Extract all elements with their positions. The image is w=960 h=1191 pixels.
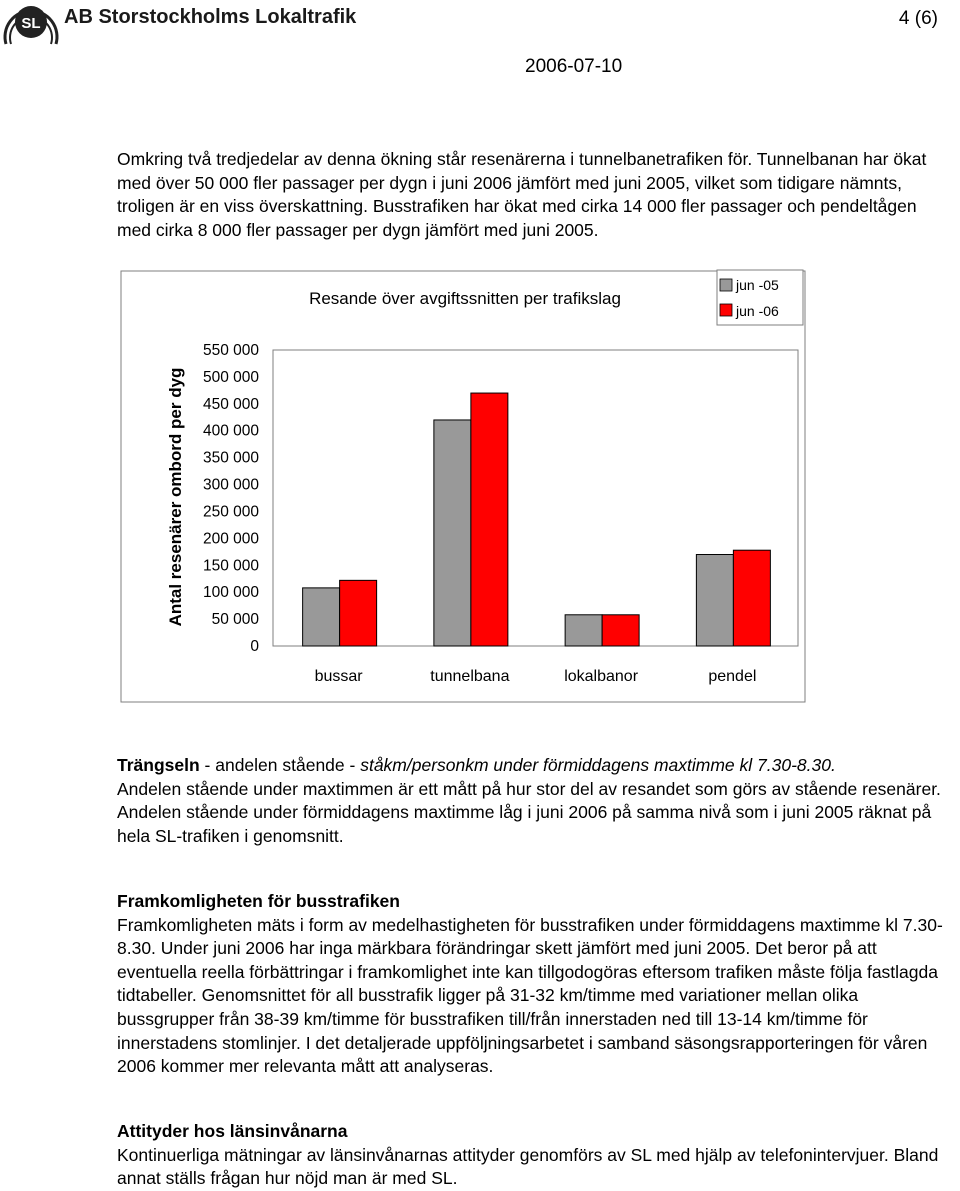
legend-label-jun06: jun -06 — [736, 303, 779, 319]
attityder-section — [117, 1120, 947, 1191]
chart-legend — [717, 270, 803, 325]
x-category-label: tunnelbana — [430, 668, 510, 685]
trangsel-heading: Trängseln — [117, 755, 200, 775]
y-tick-label: 550 000 — [202, 342, 259, 359]
framkomlighet-section — [117, 890, 947, 1079]
y-tick-label: 150 000 — [202, 557, 259, 575]
y-tick-label: 300 000 — [202, 476, 259, 494]
x-category-label: bussar — [314, 668, 363, 685]
bar-pendel-jun05 — [696, 555, 733, 646]
y-tick-label: 100 000 — [202, 584, 259, 602]
framkomlighet-body: Framkomligheten mäts i form av medelhastigheten för busstrafiken under förmiddagens maxtimme kl 7.30-8.30. Under juni 2006 har inga märkbara förändringar skett jämfört med juni 2005. Det beror på att eventuella reella förbättringar i framkomlighet inte kan tillgodogöras eftersom trafiken måste följa fastlagda tidtabeller. Genomsnittet för all busstrafik ligger på 31-32 km/timme med variationer mellan olika bussgrupper från 38-39 km/timme för busstrafiken till/från innerstaden ned till 13-14 km/timme för innerstadens stomlinjer. I det detaljerade uppföljningsarbetet i samband säsongsrapporteringen för våren 2006 kommer mer relevanta mått att analyseras. — [117, 914, 943, 1077]
bar-bussar-jun06 — [340, 580, 377, 646]
trangsel-body: Andelen stående under maxtimmen är ett mått på hur stor del av resandet som görs av stående resenärer. Andelen stående under förmiddagens maxtimme låg i juni 2006 på samma nivå som i juni 2005 räknat på hela SL-trafiken i genomsnitt. — [117, 778, 941, 846]
legend-swatch-jun05 — [720, 279, 732, 291]
bar-bussar-jun05 — [303, 588, 340, 646]
y-tick-label: 250 000 — [202, 503, 259, 521]
bar-tunnelbana-jun06 — [471, 393, 508, 646]
attityder-heading: Attityder hos länsinvånarna — [117, 1121, 348, 1141]
x-category-label: pendel — [708, 668, 757, 685]
bar-tunnelbana-jun05 — [434, 420, 471, 646]
trangsel-section — [117, 754, 947, 848]
trangsel-separator: - andelen stående - — [199, 755, 361, 775]
document-date: 2006-07-10 — [525, 56, 623, 77]
y-tick-label: 350 000 — [202, 449, 259, 467]
bar-lokalbanor-jun06 — [602, 615, 639, 646]
bar-pendel-jun06 — [733, 550, 770, 646]
framkomlighet-heading: Framkomligheten för busstrafiken — [117, 891, 400, 911]
legend-label-jun05: jun -05 — [736, 277, 779, 293]
logo-text: SL — [21, 15, 41, 32]
page-number: 4 (6) — [898, 8, 938, 29]
y-tick-label: 450 000 — [202, 395, 259, 413]
y-tick-label: 0 — [250, 638, 259, 655]
intro-paragraph: Omkring två tredjedelar av denna ökning står resenärerna i tunnelbanetrafiken för. Tunnelbanan har ökat med över 50 000 fler passager per dygn i juni 2006 jämfört med juni 2005, vilket som tidigare nämnts, troligen är en viss överskattning. Busstrafiken har ökat med cirka 14 000 fler passager och pendeltågen med cirka 8 000 fler passager per dygn jämfört med juni 2005. — [117, 149, 927, 240]
y-tick-label: 200 000 — [202, 530, 259, 548]
y-tick-label: 500 000 — [202, 368, 259, 386]
chart-title: Resande över avgiftssnitten per trafikslag — [309, 289, 621, 308]
y-tick-label: 400 000 — [202, 422, 259, 440]
trangsel-italic: ståkm/personkm under förmiddagens maxtimme kl 7.30-8.30. — [360, 755, 836, 775]
organization-name: AB Storstockholms Lokaltrafik — [64, 6, 357, 28]
bar-lokalbanor-jun05 — [565, 615, 602, 646]
y-tick-label: 50 000 — [211, 611, 259, 629]
y-axis-label: Antal resenärer ombord per dyg — [166, 367, 185, 627]
attityder-body: Kontinuerliga mätningar av länsinvånarnas attityder genomförs av SL med hjälp av telefonintervjuer. Bland annat ställs frågan hur nöjd man är med SL. — [117, 1144, 939, 1189]
legend-swatch-jun06 — [720, 304, 732, 316]
x-category-label: lokalbanor — [564, 668, 639, 685]
